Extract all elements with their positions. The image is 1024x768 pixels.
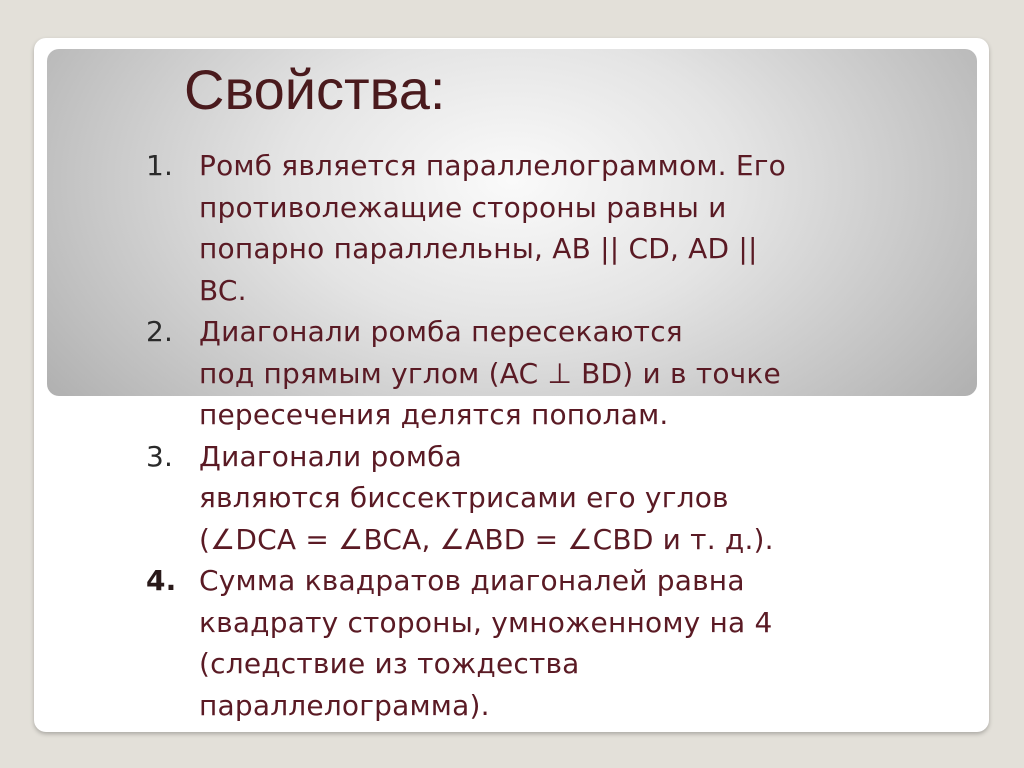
list-item xyxy=(146,311,906,436)
list-item xyxy=(146,145,906,311)
list-item-number: 3. xyxy=(146,439,174,473)
list-item-number: 4. xyxy=(146,564,177,597)
list-item-text: Ромб является параллелограммом. Его противолежащие стороны равны и попарно параллельны, AB || CD, AD || BC. xyxy=(199,149,786,307)
slide-title: Свойства: xyxy=(184,58,446,121)
list-item-text: Сумма квадратов диагоналей равна квадрату стороны, умноженному на 4 (следствие из тождества параллелограмма). xyxy=(199,564,773,722)
list-item xyxy=(146,436,906,561)
list-item-text: Диагонали ромба пересекаются под прямым углом (AC ⊥ BD) и в точке пересечения делятся пополам. xyxy=(199,315,781,431)
list-item xyxy=(146,560,906,726)
properties-list xyxy=(146,145,906,726)
list-item-number: 2. xyxy=(146,315,174,348)
list-item-text: Диагонали ромба являются биссектрисами его углов (∠DCA = ∠BCA, ∠ABD = ∠CBD и т. д.). xyxy=(199,439,774,556)
list-item-number: 1. xyxy=(146,149,174,182)
